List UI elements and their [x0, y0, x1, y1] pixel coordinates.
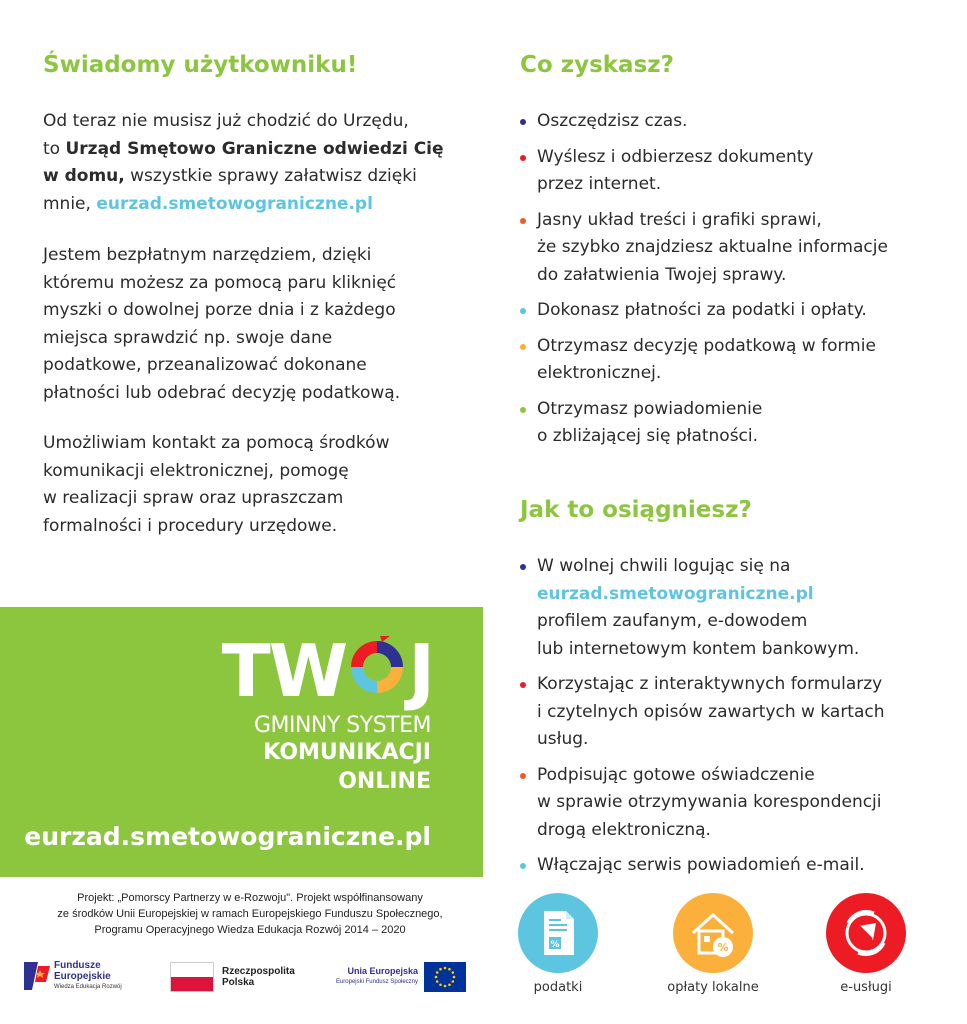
benefits-title: Co zyskasz?	[520, 52, 674, 78]
list-item: Korzystając z interaktywnych formularzy i czytelnych opisów zawartych w kartach usług.	[520, 671, 940, 754]
list-item: Jasny układ treści i grafiki sprawi, że szybko znajdziesz aktualne informacje do załatwienia Twojej sprawy.	[520, 207, 940, 290]
bullet-icon	[520, 218, 526, 224]
icon-label-podatki: podatki	[533, 980, 583, 995]
left-title: Świadomy użytkowniku!	[43, 52, 358, 78]
list-item: Oszczędzisz czas.	[520, 108, 940, 136]
list-item: W wolnej chwili logując się na eurzad.smetowograniczne.pl profilem zaufanym, e-dowodem lub internetowym kontem bankowym.	[520, 553, 940, 663]
twoj-banner	[0, 607, 483, 877]
unia-europejska-logo	[330, 962, 470, 996]
rp-line2: Polska	[222, 977, 255, 988]
icon-label-oplaty: opłaty lokalne	[667, 980, 759, 995]
project-info: Projekt: „Pomorscy Partnerzy w e-Rozwoju". Projekt współfinansowany ze środków Unii Europejskiej w ramach Europejskiego Funduszu Społecznego, Programu Operacyjnego Wiedza Edukacja Rozwój 2014 – 2020	[57, 892, 443, 936]
ue-line2: Europejski Fundusz Społeczny	[335, 979, 418, 985]
icon-label-e-uslugi: e-usługi	[840, 980, 892, 995]
polish-flag-icon	[170, 962, 214, 992]
panel-line-3: ONLINE	[338, 769, 431, 794]
list-item: Włączając serwis powiadomień e-mail.	[520, 852, 940, 880]
panel-line-2: KOMUNIKACJI	[263, 740, 431, 765]
rzeczpospolita-logo	[170, 960, 320, 994]
ue-line1: Unia Europejska	[347, 966, 418, 976]
description-paragraph: Jestem bezpłatnym narzędziem, dzięki któremu możesz za pomocą paru kliknięć myszki o dowolnej porze dnia i z każdego miejsca sprawdzić np. swoje dane podatkowe, przeanalizować dokonane płatności lub odebrać decyzję podatkową.	[43, 245, 401, 403]
contact-paragraph: Umożliwiam kontakt za pomocą środków komunikacji elektronicznej, pomogę w realizacji spraw oraz upraszczam formalności i procedury urzędowe.	[43, 433, 390, 536]
fe-line3: Wiedza Edukacja Rozwój	[54, 984, 122, 990]
how-title: Jak to osiągniesz?	[520, 497, 752, 523]
e-services-compass-icon[interactable]	[826, 893, 906, 973]
eurzad-link-right[interactable]: eurzad.smetowograniczne.pl	[537, 583, 814, 604]
eurzad-link[interactable]: eurzad.smetowograniczne.pl	[96, 193, 373, 214]
twoj-logo: TW J	[221, 629, 433, 713]
local-fees-house-icon[interactable]	[673, 893, 753, 973]
bullet-icon	[520, 308, 526, 314]
svg-text:%: %	[550, 940, 560, 950]
fe-line2: Europejskie	[54, 971, 111, 982]
bullet-icon	[520, 155, 526, 161]
bullet-icon	[520, 119, 526, 125]
bullet-icon	[520, 407, 526, 413]
how-list	[520, 553, 940, 888]
bullet-icon	[520, 344, 526, 350]
bullet-icon	[520, 773, 526, 779]
fe-star-icon	[22, 960, 52, 992]
fundusze-europejskie-logo	[22, 958, 162, 998]
bullet-icon	[520, 682, 526, 688]
bullet-icon	[520, 564, 526, 570]
tax-document-icon[interactable]	[518, 893, 598, 973]
intro-paragraph: Od teraz nie musisz już chodzić do Urzędu, to Urząd Smętowo Graniczne odwiedzi Cię w domu, wszystkie sprawy załatwisz dzięki mnie, eurzad.smetowograniczne.pl	[43, 111, 444, 214]
list-item: Wyślesz i odbierzesz dokumenty przez internet.	[520, 144, 940, 199]
bullet-icon	[520, 863, 526, 869]
list-item: Otrzymasz powiadomienie o zbliżającej się płatności.	[520, 396, 940, 451]
rp-line1: Rzeczpospolita	[222, 966, 295, 977]
logo-ring-icon	[346, 636, 408, 698]
list-item: Podpisując gotowe oświadczenie w sprawie otrzymywania korespondencji drogą elektroniczną.	[520, 762, 940, 845]
list-item: Dokonasz płatności za podatki i opłaty.	[520, 297, 940, 325]
list-item: Otrzymasz decyzję podatkową w formie elektronicznej.	[520, 333, 940, 388]
benefits-list	[520, 108, 940, 459]
eu-flag-icon	[424, 962, 466, 992]
fe-line1: Fundusze	[54, 960, 101, 971]
panel-url[interactable]: eurzad.smetowograniczne.pl	[24, 822, 431, 851]
panel-line-1: GMINNY SYSTEM	[253, 713, 431, 738]
svg-text:%: %	[717, 941, 729, 954]
